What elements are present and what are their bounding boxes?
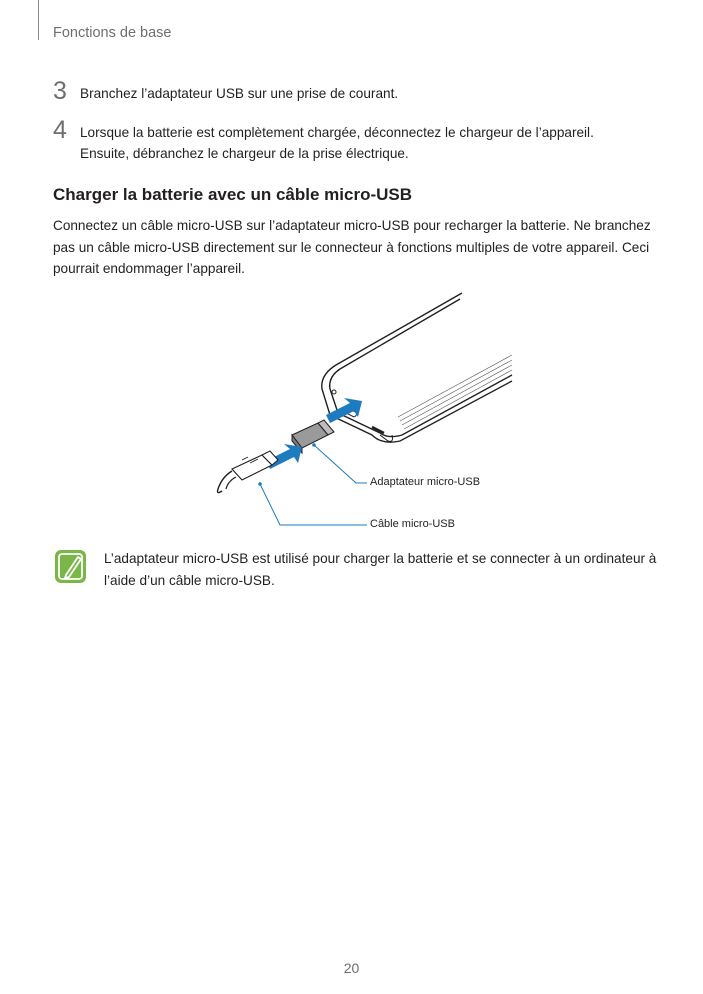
step-number: 3 xyxy=(53,77,67,105)
callout-adapter-label: Adaptateur micro-USB xyxy=(370,476,481,488)
micro-usb-cable-plug xyxy=(232,451,278,480)
note-text: L’adaptateur micro-USB est utilisé pour charger la batterie et se connecter à un ordinateur à l’aide d’un câble micro-USB. xyxy=(104,551,657,588)
phone-outline xyxy=(322,293,512,442)
note-pencil-icon xyxy=(54,548,87,585)
phone-charging-diagram xyxy=(0,285,703,535)
screen-edge-lines xyxy=(398,355,512,429)
header-divider xyxy=(38,0,39,40)
step-text: Lorsque la batterie est complètement chargée, déconnectez le chargeur de l’appareil. Ensuite, débranchez le chargeur de la prise électrique. xyxy=(80,125,594,161)
step-text: Branchez l’adaptateur USB sur une prise de courant. xyxy=(80,86,399,101)
callout-cable-label: Câble micro-USB xyxy=(370,518,455,530)
charging-illustration xyxy=(0,285,703,535)
section-body: Connectez un câble micro-USB sur l’adaptateur micro-USB pour recharger la batterie. Ne branchez pas un câble micro-USB directement sur le connecteur à fonctions multiples de votre appareil. Ceci pourrait endommager l’appareil. xyxy=(53,218,651,276)
step-number: 4 xyxy=(53,116,67,144)
arrow-to-phone xyxy=(326,398,362,423)
section-title: Charger la batterie avec un câble micro-USB xyxy=(53,185,413,204)
page-number: 20 xyxy=(343,960,360,976)
page-header-title: Fonctions de base xyxy=(53,25,172,41)
